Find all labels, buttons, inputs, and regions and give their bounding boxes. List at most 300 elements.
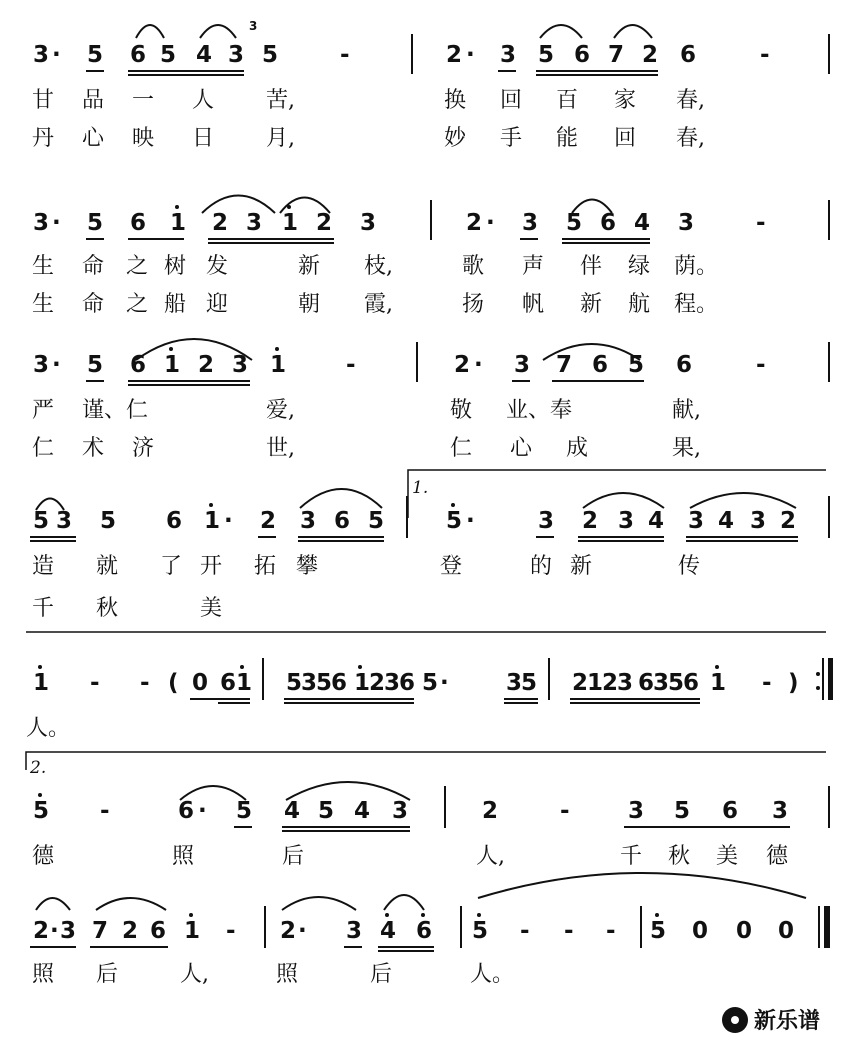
lyric: 谨、仁	[82, 398, 149, 423]
lyric: 仁	[32, 436, 55, 461]
barline	[828, 786, 830, 828]
note: 3	[33, 210, 50, 236]
lyric: 程。	[674, 292, 719, 317]
lyric: 业、奉	[506, 398, 573, 423]
note: 2	[316, 210, 333, 236]
note-dot: ·	[198, 798, 207, 824]
lyric: 人。	[26, 716, 71, 741]
note-dot: ·	[52, 210, 61, 236]
dash: -	[346, 352, 356, 378]
note: 3	[750, 508, 767, 534]
note: 3	[33, 42, 50, 68]
high-octave-dot	[209, 503, 213, 507]
high-octave-dot	[655, 913, 659, 917]
barline	[264, 906, 266, 948]
lyric: 换	[444, 88, 467, 113]
repeat-dot	[816, 672, 820, 676]
barline	[828, 34, 830, 74]
note-underline	[128, 74, 244, 76]
note-underline	[686, 540, 798, 542]
lyric: 献,	[672, 398, 701, 423]
barline	[444, 786, 446, 828]
note: 5	[628, 352, 645, 378]
note-underline	[282, 826, 410, 828]
note-group: 1236	[354, 670, 415, 696]
lyric: 航	[628, 292, 651, 317]
note-underline	[128, 70, 244, 72]
lyric: 照	[172, 844, 195, 869]
note: 3	[60, 918, 77, 944]
note: 5	[33, 508, 50, 534]
lyric: 伴	[580, 254, 603, 279]
lyric: 果,	[672, 436, 701, 461]
note: 1	[184, 918, 201, 944]
high-octave-dot	[189, 913, 193, 917]
lyric: 绿	[628, 254, 651, 279]
note-underline	[298, 536, 384, 538]
note: 5	[538, 42, 555, 68]
lyric: 荫。	[674, 254, 719, 279]
note: 6	[178, 798, 195, 824]
lyric: 家	[614, 88, 637, 113]
lyric: 苦,	[266, 88, 295, 113]
rest: 0	[736, 918, 753, 944]
note-underline	[570, 698, 700, 700]
lyric: 发	[206, 254, 229, 279]
high-octave-dot	[451, 503, 455, 507]
note: 6	[130, 42, 147, 68]
lyric: 心	[510, 436, 533, 461]
note: 3	[392, 798, 409, 824]
lyric: 成	[566, 436, 589, 461]
note: 2	[642, 42, 659, 68]
note-underline	[234, 826, 252, 828]
high-octave-dot	[175, 205, 179, 209]
note: 5	[262, 42, 279, 68]
note: 3	[246, 210, 263, 236]
note-underline	[30, 946, 76, 948]
rest: 0	[692, 918, 709, 944]
note: 5	[100, 508, 117, 534]
note: 2	[454, 352, 471, 378]
lyric: 人,	[180, 962, 209, 987]
lyric: 歌	[462, 254, 485, 279]
lyric: 生	[32, 254, 55, 279]
lyric: 美	[716, 844, 739, 869]
note: 1	[282, 210, 299, 236]
note: 3	[346, 918, 363, 944]
dash: -	[762, 670, 772, 696]
note-underline	[504, 702, 538, 704]
barline	[818, 906, 820, 948]
note-group: 35	[506, 670, 537, 696]
note: 3	[228, 42, 245, 68]
note: 5	[87, 352, 104, 378]
note-underline	[536, 74, 658, 76]
note-underline	[520, 238, 538, 240]
note-dot: ·	[298, 918, 307, 944]
note: 1	[164, 352, 181, 378]
note-underline	[86, 380, 104, 382]
note-underline	[378, 946, 434, 948]
high-octave-dot	[240, 665, 244, 669]
note: 5	[422, 670, 439, 696]
note-underline	[570, 702, 700, 704]
note: 5	[650, 918, 667, 944]
high-octave-dot	[38, 665, 42, 669]
barline	[548, 658, 550, 700]
note-dot: ·	[52, 352, 61, 378]
note: 2	[466, 210, 483, 236]
note: 7	[608, 42, 625, 68]
note: 1	[204, 508, 221, 534]
note: 5	[87, 42, 104, 68]
note: 2	[280, 918, 297, 944]
note-dot: ·	[486, 210, 495, 236]
lyric: 声	[522, 254, 545, 279]
lyric: 品	[82, 88, 105, 113]
note: 6	[680, 42, 697, 68]
note-dot: ·	[440, 670, 449, 696]
barline	[411, 34, 413, 74]
note-underline	[258, 536, 276, 538]
lyric: 树	[164, 254, 187, 279]
note-underline	[86, 238, 104, 240]
note: 3	[688, 508, 705, 534]
note-underline	[30, 536, 76, 538]
lyric: 枝,	[364, 254, 393, 279]
high-octave-dot	[287, 205, 291, 209]
note-underline	[86, 70, 104, 72]
lyric: 扬	[462, 292, 485, 317]
lyric: 传	[678, 554, 701, 579]
barline	[460, 906, 462, 948]
note: 2	[582, 508, 599, 534]
lyric: 命	[82, 292, 105, 317]
note: 3	[514, 352, 531, 378]
dash: -	[340, 42, 350, 68]
note-underline	[578, 540, 664, 542]
barline	[828, 342, 830, 382]
note-underline	[498, 70, 516, 72]
note-underline	[208, 242, 334, 244]
note: 3	[232, 352, 249, 378]
note: 3	[538, 508, 555, 534]
lyric: 能	[556, 126, 579, 151]
barline	[430, 200, 432, 240]
high-octave-dot	[275, 347, 279, 351]
lyric: 登	[440, 554, 463, 579]
note: 2	[260, 508, 277, 534]
final-barline	[824, 906, 830, 948]
lyric: 世,	[266, 436, 295, 461]
note-underline	[30, 540, 76, 542]
note: 3	[618, 508, 635, 534]
volta-1-label: 1.	[412, 478, 429, 498]
lyric: 月,	[266, 126, 295, 151]
barline	[416, 342, 418, 382]
note: 6	[220, 670, 237, 696]
lyric: 之	[126, 254, 149, 279]
note: 6	[150, 918, 167, 944]
lyric: 命	[82, 254, 105, 279]
note: 5	[318, 798, 335, 824]
lyric: 妙	[444, 126, 467, 151]
note: 4	[380, 918, 397, 944]
note: 3	[360, 210, 377, 236]
lyric: 新	[570, 554, 593, 579]
note: 1	[170, 210, 187, 236]
note-underline	[536, 536, 554, 538]
note-underline	[578, 536, 664, 538]
note-underline	[128, 380, 250, 382]
note: 2	[198, 352, 215, 378]
note-underline	[552, 380, 644, 382]
rest: 0	[778, 918, 795, 944]
lyric: 千	[620, 844, 643, 869]
lyric: 敬	[450, 398, 473, 423]
lyric: 后	[96, 962, 119, 987]
lyric: 济	[132, 436, 155, 461]
lyric: 千	[32, 596, 55, 621]
high-octave-dot	[477, 913, 481, 917]
note-dot: ·	[466, 508, 475, 534]
lyric: 术	[82, 436, 105, 461]
note-underline	[298, 540, 384, 542]
note: 3	[33, 352, 50, 378]
lyric: 帆	[522, 292, 545, 317]
dash: -	[560, 798, 570, 824]
record-disc-icon	[722, 1007, 748, 1033]
note: 5	[674, 798, 691, 824]
note: 7	[556, 352, 573, 378]
note-group: 2123	[572, 670, 633, 696]
dash: -	[90, 670, 100, 696]
lyric: 手	[500, 126, 523, 151]
note: 5	[33, 798, 50, 824]
lyric: 甘	[32, 88, 55, 113]
repeat-dot	[816, 686, 820, 690]
high-octave-dot	[169, 347, 173, 351]
note: 2	[446, 42, 463, 68]
lyric: 之	[126, 292, 149, 317]
dash: -	[756, 352, 766, 378]
note: 5	[472, 918, 489, 944]
barline	[640, 906, 642, 948]
high-octave-dot	[421, 913, 425, 917]
note-underline	[378, 950, 434, 952]
lyric: 迎	[206, 292, 229, 317]
dash: -	[756, 210, 766, 236]
note: 6	[416, 918, 433, 944]
barline	[828, 496, 830, 538]
note: 4	[196, 42, 213, 68]
note: 3	[500, 42, 517, 68]
note-underline	[284, 702, 414, 704]
note-underline	[536, 70, 658, 72]
note: 2	[122, 918, 139, 944]
note-underline	[208, 238, 334, 240]
dash: -	[606, 918, 616, 944]
lyric: 霞,	[364, 292, 393, 317]
high-octave-dot	[715, 665, 719, 669]
note: 4	[354, 798, 371, 824]
lyric: 回	[614, 126, 637, 151]
note-underline	[128, 384, 250, 386]
lyric: 心	[82, 126, 105, 151]
note-dot: ·	[474, 352, 483, 378]
lyric: 映	[132, 126, 155, 151]
note: 2	[33, 918, 50, 944]
note: 6	[130, 352, 147, 378]
note-underline	[344, 946, 362, 948]
note-underline	[128, 238, 184, 240]
lyric: 攀	[296, 554, 319, 579]
note: 3	[300, 508, 317, 534]
lyric: 秋	[668, 844, 691, 869]
dash: -	[140, 670, 150, 696]
lyric: 仁	[450, 436, 473, 461]
grace-note: 3	[249, 19, 258, 33]
dash: -	[226, 918, 236, 944]
lyric: 照	[32, 962, 55, 987]
lyric: 丹	[32, 126, 55, 151]
lyric: 德	[766, 844, 789, 869]
logo-text: 新乐谱	[754, 1009, 821, 1034]
lyric: 百	[556, 88, 579, 113]
lyric: 春,	[676, 126, 705, 151]
lyric: 回	[500, 88, 523, 113]
lyric: 春,	[676, 88, 705, 113]
lyric: 人。	[470, 962, 515, 987]
note: 4	[648, 508, 665, 534]
note: 5	[87, 210, 104, 236]
lyric: 的	[530, 554, 553, 579]
barline	[406, 496, 408, 538]
dash: -	[520, 918, 530, 944]
note: 3	[772, 798, 789, 824]
note: 6	[722, 798, 739, 824]
barline	[262, 658, 264, 700]
note: 1	[33, 670, 50, 696]
note: 5	[446, 508, 463, 534]
note-dot: ·	[224, 508, 233, 534]
lyric: 新	[580, 292, 603, 317]
note: 6	[600, 210, 617, 236]
note: 4	[718, 508, 735, 534]
note: 3	[56, 508, 73, 534]
lyric: 就	[96, 554, 119, 579]
lyric: 照	[276, 962, 299, 987]
lyric: 拓	[254, 554, 277, 579]
note: 5	[566, 210, 583, 236]
note-underline	[512, 380, 530, 382]
lyric: 美	[200, 596, 223, 621]
site-logo	[722, 1004, 820, 1035]
note: 2	[780, 508, 797, 534]
note: 1	[710, 670, 727, 696]
volta-2-label: 2.	[30, 758, 47, 778]
note-group: 5356	[286, 670, 347, 696]
note: 6	[676, 352, 693, 378]
lyric: 人,	[476, 844, 505, 869]
lyric: 后	[282, 844, 305, 869]
note: 0	[192, 670, 209, 696]
lyric: 造	[32, 554, 55, 579]
lyric: 严	[32, 398, 55, 423]
note: 6	[166, 508, 183, 534]
note-underline	[504, 698, 538, 700]
note: 4	[634, 210, 651, 236]
barline	[828, 200, 830, 240]
note: 1	[236, 670, 253, 696]
note-underline	[90, 946, 168, 948]
note: 3	[522, 210, 539, 236]
paren-close: )	[788, 670, 799, 696]
note: 5	[368, 508, 385, 534]
note-underline	[282, 830, 410, 832]
note-underline	[562, 242, 650, 244]
lyric: 新	[298, 254, 321, 279]
note: 2	[212, 210, 229, 236]
lyric: 日	[192, 126, 215, 151]
note: 2	[482, 798, 499, 824]
lyric: 爱,	[266, 398, 295, 423]
dash: -	[100, 798, 110, 824]
note-underline	[624, 826, 790, 828]
note-underline	[218, 702, 250, 704]
note: 6	[592, 352, 609, 378]
note: 7	[92, 918, 109, 944]
note: 3	[628, 798, 645, 824]
note: 3	[678, 210, 695, 236]
high-octave-dot	[358, 665, 362, 669]
note: 6	[574, 42, 591, 68]
lyric: 船	[164, 292, 187, 317]
lyric: 朝	[298, 292, 321, 317]
note-dot: ·	[466, 42, 475, 68]
lyric: 德	[32, 844, 55, 869]
note-underline	[686, 536, 798, 538]
lyric: 生	[32, 292, 55, 317]
lyric: 了	[160, 554, 183, 579]
note-dot: ·	[50, 918, 59, 944]
repeat-barline	[828, 658, 833, 700]
note: 6	[130, 210, 147, 236]
dash: -	[760, 42, 770, 68]
high-octave-dot	[385, 913, 389, 917]
note-underline	[284, 698, 414, 700]
note: 5	[236, 798, 253, 824]
lyric: 后	[370, 962, 393, 987]
barline	[822, 658, 824, 700]
note: 6	[334, 508, 351, 534]
lyric: 人	[192, 88, 215, 113]
note-group: 6356	[638, 670, 699, 696]
note: 5	[160, 42, 177, 68]
dash: -	[564, 918, 574, 944]
lyric: 一	[132, 88, 155, 113]
note: 1	[270, 352, 287, 378]
note: 4	[284, 798, 301, 824]
lyric: 开	[200, 554, 223, 579]
note-dot: ·	[52, 42, 61, 68]
lyric: 秋	[96, 596, 119, 621]
paren-open: (	[168, 670, 179, 696]
note-underline	[562, 238, 650, 240]
high-octave-dot	[38, 793, 42, 797]
note-underline	[190, 698, 250, 700]
